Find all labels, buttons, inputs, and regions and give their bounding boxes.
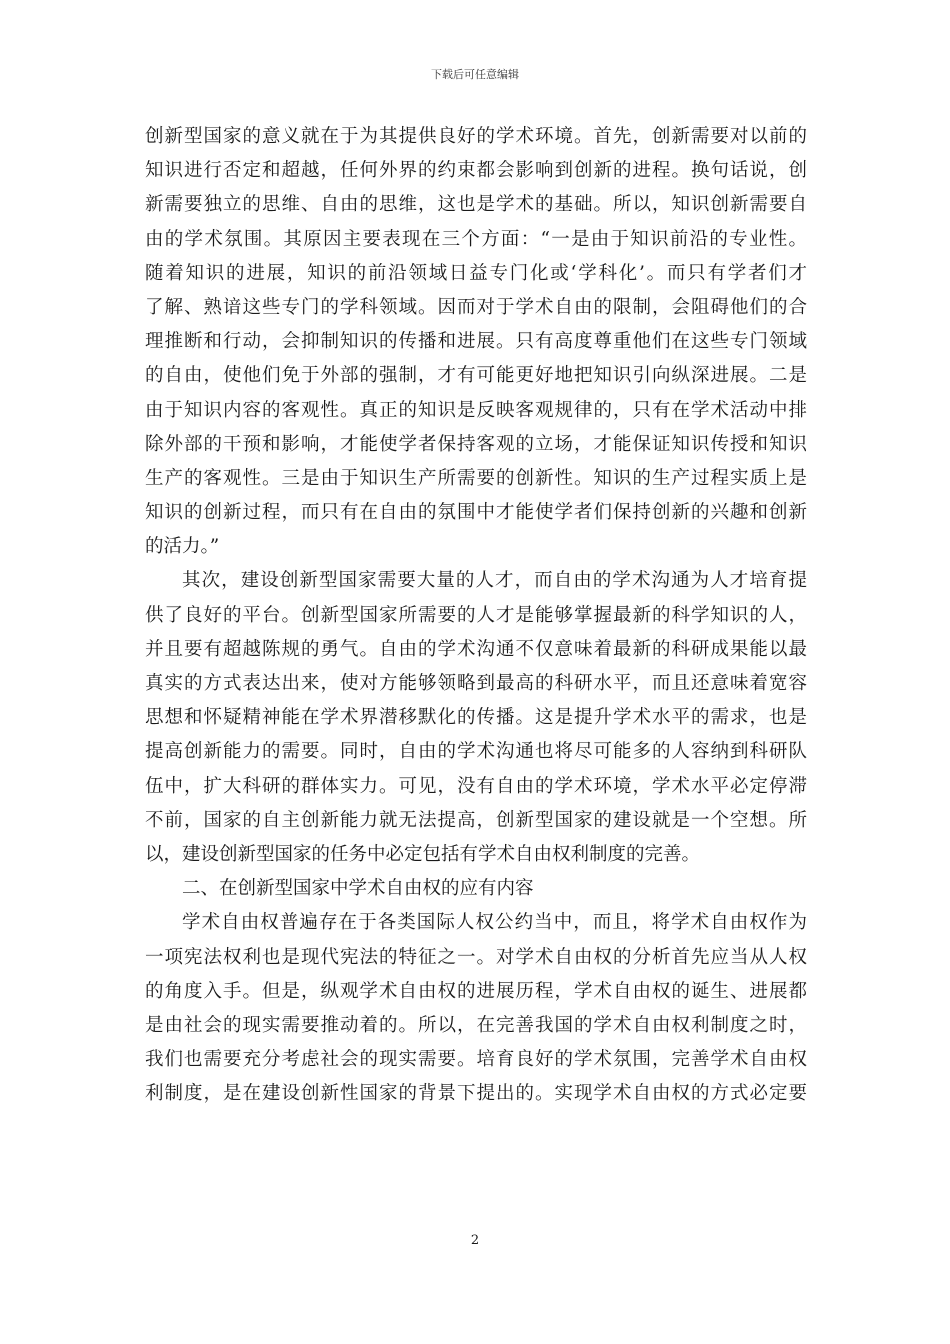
section-heading-text: 二、在创新型国家中学术自由权的应有内容	[182, 878, 534, 900]
text-line: 的角度入手。但是，纵观学术自由权的进展历程，学术自由权的诞生、进展都	[145, 980, 807, 1002]
text-line: 的自由，使他们免于外部的强制，才有可能更好地把知识引向纵深进展。二是	[145, 365, 807, 387]
text-line: 知识进行否定和超越，任何外界的约束都会影响到创新的进程。换句话说，创	[145, 160, 807, 182]
text-line: 创新型国家的意义就在于为其提供良好的学术环境。首先，创新需要对以前的	[145, 126, 807, 147]
text-line: 以，建设创新型国家的任务中必定包括有学术自由权利制度的完善。	[145, 843, 701, 865]
text-line: 利制度，是在建设创新性国家的背景下提出的。实现学术自由权的方式必定要	[145, 1083, 807, 1105]
text-line: 了解、熟谙这些专门的学科领域。因而对于学术自由的限制，会阻碍他们的合	[145, 296, 807, 318]
text-line: 提高创新能力的需要。同时，自由的学术沟通也将尽可能多的人容纳到科研队	[145, 741, 807, 763]
text-line: 思想和怀疑精神能在学术界潜移默化的传播。这是提升学术水平的需求，也是	[145, 707, 807, 729]
text-line: 不前，国家的自主创新能力就无法提高，创新型国家的建设就是一个空想。所	[145, 809, 807, 831]
text-line: 我们也需要充分考虑社会的现实需要。培育良好的学术氛围，完善学术自由权	[145, 1049, 807, 1071]
text-line: 真实的方式表达出来，使对方能够领略到最高的科研水平，而且还意味着宽容	[145, 673, 807, 694]
text-line: 是由社会的现实需要推动着的。所以，在完善我国的学术自由权利制度之时，	[145, 1014, 807, 1036]
text-line: 一项宪法权利也是现代宪法的特征之一。对学术自由权的分析首先应当从人权	[145, 946, 807, 968]
text-line: 由于知识内容的客观性。真正的知识是反映客观规律的，只有在学术活动中排	[145, 399, 807, 421]
document-body	[145, 120, 807, 1111]
page-number: 2	[470, 1233, 480, 1248]
text-line: 随着知识的进展，知识的前沿领域日益专门化或‘学科化’。而只有学者们才	[145, 262, 807, 284]
text-line: 由的学术氛围。其原因主要表现在三个方面：“一是由于知识前沿的专业性。	[145, 228, 807, 250]
paragraph-2	[145, 564, 807, 872]
text-line: 新需要独立的思维、自由的思维，这也是学术的基础。所以，知识创新需要自	[145, 194, 807, 216]
text-line: 并且要有超越陈规的勇气。自由的学术沟通不仅意味着最新的科研成果能以最	[145, 638, 807, 660]
text-line: 供了良好的平台。创新型国家所需要的人才是能够掌握最新的科学知识的人，	[145, 604, 807, 626]
text-line: 除外部的干预和影响，才能使学者保持客观的立场，才能保证知识传授和知识	[145, 433, 807, 455]
text-line: 的活力。”	[145, 536, 220, 558]
text-line: 理推断和行动，会抑制知识的传播和进展。只有高度尊重他们在这些专门领域	[145, 331, 807, 353]
text-line: 其次，建设创新型国家需要大量的人才，而自由的学术沟通为人才培育提	[182, 570, 807, 592]
text-line: 伍中，扩大科研的群体实力。可见，没有自由的学术环境，学术水平必定停滞	[145, 775, 807, 797]
paragraph-1	[145, 120, 807, 564]
text-line: 知识的创新过程，而只有在自由的氛围中才能使学者们保持创新的兴趣和创新	[145, 502, 807, 524]
page-header: 下载后可任意编辑	[431, 68, 519, 81]
section-heading	[145, 872, 807, 906]
text-line: 生产的客观性。三是由于知识生产所需要的创新性。知识的生产过程实质上是	[145, 467, 807, 489]
text-line: 学术自由权普遍存在于各类国际人权公约当中，而且，将学术自由权作为	[182, 912, 807, 934]
paragraph-3	[145, 906, 807, 1111]
